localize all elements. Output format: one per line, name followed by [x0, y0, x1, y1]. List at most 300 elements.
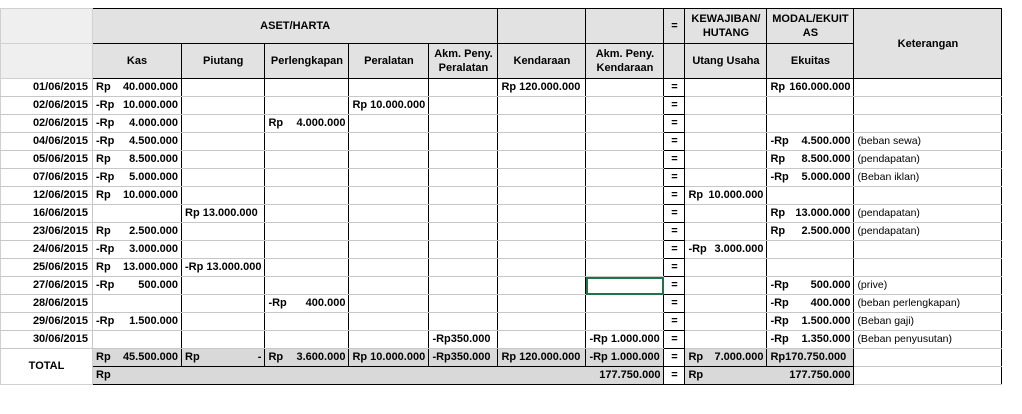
akm-kendaraan-cell[interactable] — [586, 295, 664, 313]
utang-usaha-header[interactable]: Utang Usaha — [685, 44, 767, 79]
akm-peralatan-cell[interactable] — [429, 313, 498, 331]
amount: 10.000.000 — [122, 99, 178, 111]
equals-cell[interactable]: = — [664, 97, 685, 115]
keterangan-cell[interactable]: (pendapatan) — [854, 223, 1002, 241]
total-utang-usaha[interactable] — [685, 349, 767, 367]
utang-usaha-cell[interactable] — [685, 205, 767, 223]
equals-cell[interactable]: = — [664, 223, 685, 241]
corner-cell[interactable] — [1, 9, 93, 44]
akm-peralatan-cell[interactable] — [429, 97, 498, 115]
perlengkapan-cell[interactable] — [265, 223, 349, 241]
piutang-cell[interactable] — [182, 241, 265, 259]
akm-kendaraan-cell[interactable] — [586, 133, 664, 151]
date-cell[interactable]: 07/06/2015 — [1, 169, 93, 187]
ekuitas-cell-value — [770, 169, 850, 186]
perlengkapan-cell[interactable] — [265, 331, 349, 349]
ekuitas-cell[interactable] — [767, 313, 854, 331]
currency-prefix: -Rp — [268, 297, 287, 309]
akm-peralatan-header[interactable]: Akm. Peny. Peralatan — [429, 44, 498, 79]
akm-peralatan-cell[interactable] — [429, 115, 498, 133]
akm-peralatan-cell[interactable] — [429, 151, 498, 169]
piutang-cell[interactable] — [182, 223, 265, 241]
ekuitas-cell-value — [770, 133, 850, 150]
perlengkapan-cell[interactable] — [265, 259, 349, 277]
amount: 5.000.000 — [801, 171, 851, 183]
keterangan-cell[interactable] — [854, 79, 1002, 97]
kas-cell-value — [96, 259, 178, 276]
piutang-header[interactable]: Piutang — [182, 44, 265, 79]
akm-peralatan-cell[interactable] — [429, 133, 498, 151]
date-cell[interactable]: 12/06/2015 — [1, 187, 93, 205]
amount: 8.500.000 — [129, 153, 178, 165]
akm-peralatan-cell[interactable] — [429, 277, 498, 295]
akm-kendaraan-cell[interactable] — [586, 79, 664, 97]
equals-cell[interactable]: = — [664, 187, 685, 205]
table-row — [1, 133, 1002, 151]
kendaraan-cell[interactable] — [498, 241, 586, 259]
grand-total-pasiva[interactable] — [685, 367, 854, 385]
total-ekuitas[interactable]: Rp170.750.000 — [767, 349, 854, 367]
keterangan-cell[interactable]: (prive) — [854, 277, 1002, 295]
perlengkapan-cell[interactable] — [265, 295, 349, 313]
kendaraan-cell[interactable] — [498, 205, 586, 223]
table-row — [1, 223, 1002, 241]
keterangan-cell[interactable] — [854, 259, 1002, 277]
equals-cell[interactable]: = — [664, 151, 685, 169]
utang-usaha-cell[interactable] — [685, 223, 767, 241]
currency-prefix: -Rp — [96, 135, 115, 147]
header-blank-kendaraan[interactable] — [498, 9, 586, 44]
akm-peralatan-cell[interactable] — [429, 205, 498, 223]
table-row — [1, 295, 1002, 313]
utang-usaha-cell[interactable] — [685, 169, 767, 187]
amount: - — [257, 351, 262, 363]
kas-cell[interactable] — [93, 115, 182, 133]
amount: 500.000 — [810, 279, 851, 291]
total-piutang[interactable] — [182, 349, 265, 367]
amount: 160.000.000 — [789, 81, 851, 93]
date-cell[interactable]: 16/06/2015 — [1, 205, 93, 223]
keterangan-cell[interactable] — [854, 187, 1002, 205]
table-row — [1, 241, 1002, 259]
modal-ekuitas-header[interactable]: MODAL/EKUIT AS — [767, 9, 854, 44]
currency-prefix: -Rp — [96, 171, 115, 183]
kas-cell[interactable] — [93, 277, 182, 295]
table-row — [1, 259, 1002, 277]
date-cell[interactable]: 04/06/2015 — [1, 133, 93, 151]
keterangan-header[interactable]: Keterangan — [854, 9, 1002, 79]
ekuitas-header[interactable]: Ekuitas — [767, 44, 854, 79]
currency-prefix: Rp — [96, 351, 111, 363]
kendaraan-cell[interactable] — [498, 259, 586, 277]
currency-prefix: Rp — [96, 153, 111, 165]
ekuitas-cell[interactable] — [767, 295, 854, 313]
piutang-cell[interactable] — [182, 277, 265, 295]
header-equals-2[interactable] — [664, 44, 685, 79]
ekuitas-cell[interactable] — [767, 205, 854, 223]
piutang-cell[interactable]: -Rp 13.000.000 — [182, 259, 265, 277]
utang-usaha-cell[interactable] — [685, 151, 767, 169]
amount: 2.500.000 — [801, 225, 851, 237]
total-label[interactable]: TOTAL — [1, 349, 93, 385]
kendaraan-cell[interactable] — [498, 151, 586, 169]
total-akm-peralatan[interactable]: -Rp350.000 — [429, 349, 498, 367]
akm-peralatan-cell[interactable] — [429, 187, 498, 205]
amount: 4.500.000 — [129, 135, 178, 147]
equals-cell[interactable]: = — [664, 79, 685, 97]
piutang-cell[interactable] — [182, 133, 265, 151]
ekuitas-cell-value — [770, 295, 850, 312]
utang-usaha-cell[interactable] — [685, 313, 767, 331]
akm-peralatan-cell[interactable] — [429, 259, 498, 277]
date-cell[interactable]: 29/06/2015 — [1, 313, 93, 331]
table-row — [1, 169, 1002, 187]
kas-cell[interactable] — [93, 313, 182, 331]
perlengkapan-cell[interactable] — [265, 187, 349, 205]
currency-prefix: Rp — [770, 81, 786, 93]
peralatan-cell[interactable] — [349, 331, 429, 349]
kas-cell-value — [96, 169, 178, 186]
peralatan-cell[interactable] — [349, 115, 429, 133]
kewajiban-header[interactable]: KEWAJIBAN/ HUTANG — [685, 9, 767, 44]
amount: 45.500.000 — [122, 351, 178, 363]
keterangan-cell[interactable] — [854, 97, 1002, 115]
date-cell[interactable]: 23/06/2015 — [1, 223, 93, 241]
utang-usaha-cell[interactable] — [685, 295, 767, 313]
kas-cell-value — [96, 277, 178, 294]
kendaraan-cell[interactable] — [498, 187, 586, 205]
currency-prefix: Rp — [96, 189, 111, 201]
peralatan-cell[interactable] — [349, 223, 429, 241]
piutang-cell[interactable] — [182, 169, 265, 187]
date-cell[interactable]: 25/06/2015 — [1, 259, 93, 277]
ekuitas-cell[interactable] — [767, 115, 854, 133]
kendaraan-cell[interactable] — [498, 277, 586, 295]
currency-prefix: Rp — [96, 369, 111, 381]
total-peralatan[interactable]: Rp 10.000.000 — [349, 349, 429, 367]
piutang-cell[interactable] — [182, 151, 265, 169]
total-kendaraan[interactable]: Rp 120.000.000 — [498, 349, 586, 367]
amount: 177.750.000 — [599, 369, 661, 381]
utang-usaha-cell[interactable] — [685, 331, 767, 349]
perlengkapan-header[interactable]: Perlengkapan — [265, 44, 349, 79]
grand-total-aset-value — [96, 367, 660, 384]
piutang-cell[interactable] — [182, 295, 265, 313]
peralatan-cell[interactable] — [349, 151, 429, 169]
peralatan-cell[interactable] — [349, 313, 429, 331]
kas-cell[interactable] — [93, 187, 182, 205]
kendaraan-cell[interactable] — [498, 169, 586, 187]
piutang-cell[interactable] — [182, 187, 265, 205]
currency-prefix: Rp — [268, 117, 284, 129]
perlengkapan-cell[interactable] — [265, 241, 349, 259]
amount: 7.000.000 — [714, 351, 764, 363]
perlengkapan-cell[interactable] — [265, 313, 349, 331]
kas-cell[interactable] — [93, 169, 182, 187]
table-row — [1, 97, 1002, 115]
equals-cell[interactable]: = — [664, 313, 685, 331]
akm-kendaraan-cell[interactable] — [586, 151, 664, 169]
equals-cell[interactable]: = — [664, 331, 685, 349]
total-perlengkapan-value — [268, 349, 345, 366]
ekuitas-cell[interactable] — [767, 259, 854, 277]
table-row — [1, 115, 1002, 133]
grand-total-aset[interactable] — [93, 367, 664, 385]
kendaraan-cell[interactable] — [498, 331, 586, 349]
utang-usaha-cell[interactable] — [685, 79, 767, 97]
kendaraan-cell[interactable] — [498, 115, 586, 133]
currency-prefix: Rp — [268, 351, 284, 363]
akm-kendaraan-cell[interactable] — [586, 223, 664, 241]
piutang-cell[interactable] — [182, 313, 265, 331]
keterangan-cell[interactable] — [854, 115, 1002, 133]
ekuitas-cell[interactable] — [767, 277, 854, 295]
currency-prefix: -Rp — [770, 315, 789, 327]
utang-usaha-cell[interactable] — [685, 187, 767, 205]
ekuitas-cell[interactable] — [767, 97, 854, 115]
grand-total-keterangan[interactable] — [854, 367, 1002, 385]
perlengkapan-cell[interactable] — [265, 151, 349, 169]
kendaraan-cell[interactable]: Rp 120.000.000 — [498, 79, 586, 97]
date-cell[interactable]: 28/06/2015 — [1, 295, 93, 313]
currency-prefix: Rp — [770, 153, 786, 165]
grand-total-equals[interactable]: = — [664, 367, 685, 385]
ekuitas-cell[interactable] — [767, 151, 854, 169]
keterangan-cell[interactable]: (Beban iklan) — [854, 169, 1002, 187]
peralatan-cell[interactable]: Rp 10.000.000 — [349, 97, 429, 115]
amount: 8.500.000 — [801, 153, 851, 165]
currency-prefix: Rp — [688, 189, 704, 201]
akm-peralatan-cell[interactable]: -Rp350.000 — [429, 331, 498, 349]
perlengkapan-cell[interactable] — [265, 133, 349, 151]
utang-usaha-cell[interactable] — [685, 133, 767, 151]
peralatan-cell[interactable] — [349, 133, 429, 151]
kas-cell[interactable] — [93, 223, 182, 241]
currency-prefix: Rp — [185, 351, 200, 363]
utang-usaha-cell[interactable] — [685, 277, 767, 295]
date-cell[interactable]: 27/06/2015 — [1, 277, 93, 295]
keterangan-cell[interactable]: (Beban gaji) — [854, 313, 1002, 331]
piutang-cell[interactable] — [182, 97, 265, 115]
akm-peralatan-cell[interactable] — [429, 169, 498, 187]
akm-kendaraan-cell[interactable] — [586, 169, 664, 187]
equals-cell[interactable]: = — [664, 241, 685, 259]
ekuitas-cell-value — [770, 79, 850, 96]
utang-usaha-cell[interactable] — [685, 241, 767, 259]
accounting-equation-table — [0, 8, 1002, 385]
utang-usaha-cell[interactable] — [685, 97, 767, 115]
ekuitas-cell-value — [770, 331, 850, 348]
kas-cell[interactable] — [93, 205, 182, 223]
amount: 2.500.000 — [129, 225, 178, 237]
equals-cell[interactable]: = — [664, 115, 685, 133]
currency-prefix: -Rp — [770, 333, 789, 345]
ekuitas-cell[interactable] — [767, 79, 854, 97]
header-blank-akm-kendaraan[interactable] — [586, 9, 664, 44]
currency-prefix: -Rp — [96, 279, 115, 291]
peralatan-cell[interactable] — [349, 205, 429, 223]
date-cell[interactable]: 30/06/2015 — [1, 331, 93, 349]
table-row — [1, 79, 1002, 97]
total-kas[interactable] — [93, 349, 182, 367]
ekuitas-cell-value — [770, 313, 850, 330]
kas-cell-value — [96, 187, 178, 204]
equals-cell[interactable]: = — [664, 169, 685, 187]
keterangan-cell[interactable]: (pendapatan) — [854, 205, 1002, 223]
perlengkapan-cell[interactable] — [265, 79, 349, 97]
akm-kendaraan-cell[interactable] — [586, 313, 664, 331]
akm-peralatan-cell[interactable] — [429, 223, 498, 241]
kendaraan-cell[interactable] — [498, 133, 586, 151]
keterangan-cell[interactable]: (pendapatan) — [854, 151, 1002, 169]
utang-usaha-cell[interactable] — [685, 259, 767, 277]
perlengkapan-cell[interactable] — [265, 97, 349, 115]
perlengkapan-cell-value — [268, 115, 345, 132]
kas-cell[interactable] — [93, 295, 182, 313]
utang-usaha-cell-value — [688, 241, 763, 258]
akm-kendaraan-cell[interactable] — [586, 115, 664, 133]
akm-kendaraan-cell[interactable] — [586, 241, 664, 259]
piutang-cell[interactable]: Rp 13.000.000 — [182, 205, 265, 223]
currency-prefix: -Rp — [770, 297, 789, 309]
piutang-cell[interactable] — [182, 79, 265, 97]
perlengkapan-cell[interactable] — [265, 115, 349, 133]
amount: 3.000.000 — [129, 243, 178, 255]
total-equals[interactable]: = — [664, 349, 685, 367]
total-perlengkapan[interactable] — [265, 349, 349, 367]
ekuitas-cell[interactable] — [767, 133, 854, 151]
kas-cell[interactable] — [93, 241, 182, 259]
ekuitas-cell-value — [770, 205, 850, 222]
ekuitas-cell-value — [770, 277, 850, 294]
akm-peralatan-cell[interactable] — [429, 295, 498, 313]
kas-cell[interactable] — [93, 259, 182, 277]
total-keterangan[interactable] — [854, 349, 1002, 367]
grand-total-row — [1, 367, 1002, 385]
currency-prefix: Rp — [688, 351, 704, 363]
aset-harta-header[interactable]: ASET/HARTA — [93, 9, 498, 44]
kas-cell[interactable] — [93, 331, 182, 349]
equals-cell[interactable]: = — [664, 277, 685, 295]
keterangan-cell[interactable]: (beban perlengkapan) — [854, 295, 1002, 313]
equals-cell[interactable]: = — [664, 295, 685, 313]
currency-prefix: -Rp — [688, 243, 707, 255]
perlengkapan-cell[interactable] — [265, 277, 349, 295]
date-cell[interactable]: 02/06/2015 — [1, 97, 93, 115]
date-cell[interactable]: 05/06/2015 — [1, 151, 93, 169]
akm-kendaraan-cell[interactable] — [586, 277, 664, 295]
utang-usaha-cell[interactable] — [685, 115, 767, 133]
amount: 10.000.000 — [708, 189, 764, 201]
table-row — [1, 277, 1002, 295]
kas-cell[interactable] — [93, 151, 182, 169]
kendaraan-cell[interactable] — [498, 97, 586, 115]
table-row — [1, 205, 1002, 223]
peralatan-cell[interactable] — [349, 295, 429, 313]
peralatan-cell[interactable] — [349, 79, 429, 97]
peralatan-cell[interactable] — [349, 277, 429, 295]
currency-prefix: -Rp — [96, 315, 115, 327]
peralatan-cell[interactable] — [349, 241, 429, 259]
kas-header[interactable]: Kas — [93, 44, 182, 79]
currency-prefix: Rp — [770, 207, 786, 219]
equals-cell[interactable]: = — [664, 205, 685, 223]
peralatan-cell[interactable] — [349, 169, 429, 187]
equals-cell[interactable]: = — [664, 133, 685, 151]
total-akm-kendaraan[interactable]: -Rp 1.000.000 — [586, 349, 664, 367]
ekuitas-cell-value — [770, 151, 850, 168]
kas-cell[interactable] — [93, 79, 182, 97]
kendaraan-header[interactable]: Kendaraan — [498, 44, 586, 79]
currency-prefix: Rp — [96, 261, 111, 273]
equals-cell[interactable]: = — [664, 259, 685, 277]
total-kas-value — [96, 349, 178, 366]
piutang-cell[interactable] — [182, 115, 265, 133]
ekuitas-cell[interactable] — [767, 241, 854, 259]
keterangan-cell[interactable]: (beban sewa) — [854, 133, 1002, 151]
currency-prefix: -Rp — [96, 117, 115, 129]
akm-kendaraan-cell[interactable]: -Rp 1.000.000 — [586, 331, 664, 349]
currency-prefix: Rp — [770, 225, 786, 237]
amount: 400.000 — [810, 297, 851, 309]
ekuitas-cell[interactable] — [767, 169, 854, 187]
kas-cell[interactable] — [93, 97, 182, 115]
akm-kendaraan-cell[interactable] — [586, 187, 664, 205]
kas-cell[interactable] — [93, 133, 182, 151]
kendaraan-cell[interactable] — [498, 223, 586, 241]
kendaraan-cell[interactable] — [498, 313, 586, 331]
date-cell[interactable]: 01/06/2015 — [1, 79, 93, 97]
table-row — [1, 331, 1002, 349]
peralatan-cell[interactable] — [349, 259, 429, 277]
piutang-cell[interactable] — [182, 331, 265, 349]
akm-kendaraan-cell[interactable] — [586, 259, 664, 277]
perlengkapan-cell[interactable] — [265, 169, 349, 187]
ekuitas-cell[interactable] — [767, 223, 854, 241]
kendaraan-cell[interactable] — [498, 295, 586, 313]
corner-cell-2[interactable] — [1, 44, 93, 79]
akm-kendaraan-cell[interactable] — [586, 97, 664, 115]
ekuitas-cell[interactable] — [767, 331, 854, 349]
kas-cell-value — [96, 151, 178, 168]
keterangan-cell[interactable] — [854, 241, 1002, 259]
perlengkapan-cell[interactable] — [265, 205, 349, 223]
ekuitas-cell[interactable] — [767, 187, 854, 205]
total-piutang-value — [185, 349, 261, 366]
currency-prefix: Rp — [96, 81, 111, 93]
akm-peralatan-cell[interactable] — [429, 241, 498, 259]
amount: 500.000 — [138, 279, 178, 291]
amount: 1.500.000 — [129, 315, 178, 327]
date-cell[interactable]: 24/06/2015 — [1, 241, 93, 259]
table-row — [1, 187, 1002, 205]
akm-peralatan-cell[interactable] — [429, 79, 498, 97]
amount: 3.000.000 — [714, 243, 764, 255]
akm-kendaraan-header[interactable]: Akm. Peny. Kendaraan — [586, 44, 664, 79]
keterangan-cell[interactable]: (Beban penyusutan) — [854, 331, 1002, 349]
header-equals[interactable]: = — [664, 9, 685, 44]
date-cell[interactable]: 02/06/2015 — [1, 115, 93, 133]
amount: 177.750.000 — [789, 369, 851, 381]
akm-kendaraan-cell[interactable] — [586, 205, 664, 223]
perlengkapan-cell-value — [268, 295, 345, 312]
peralatan-header[interactable]: Peralatan — [349, 44, 429, 79]
peralatan-cell[interactable] — [349, 187, 429, 205]
amount: 4.000.000 — [296, 117, 346, 129]
amount: 4.000.000 — [129, 117, 178, 129]
kas-cell-value — [96, 79, 178, 96]
amount: 4.500.000 — [801, 135, 851, 147]
